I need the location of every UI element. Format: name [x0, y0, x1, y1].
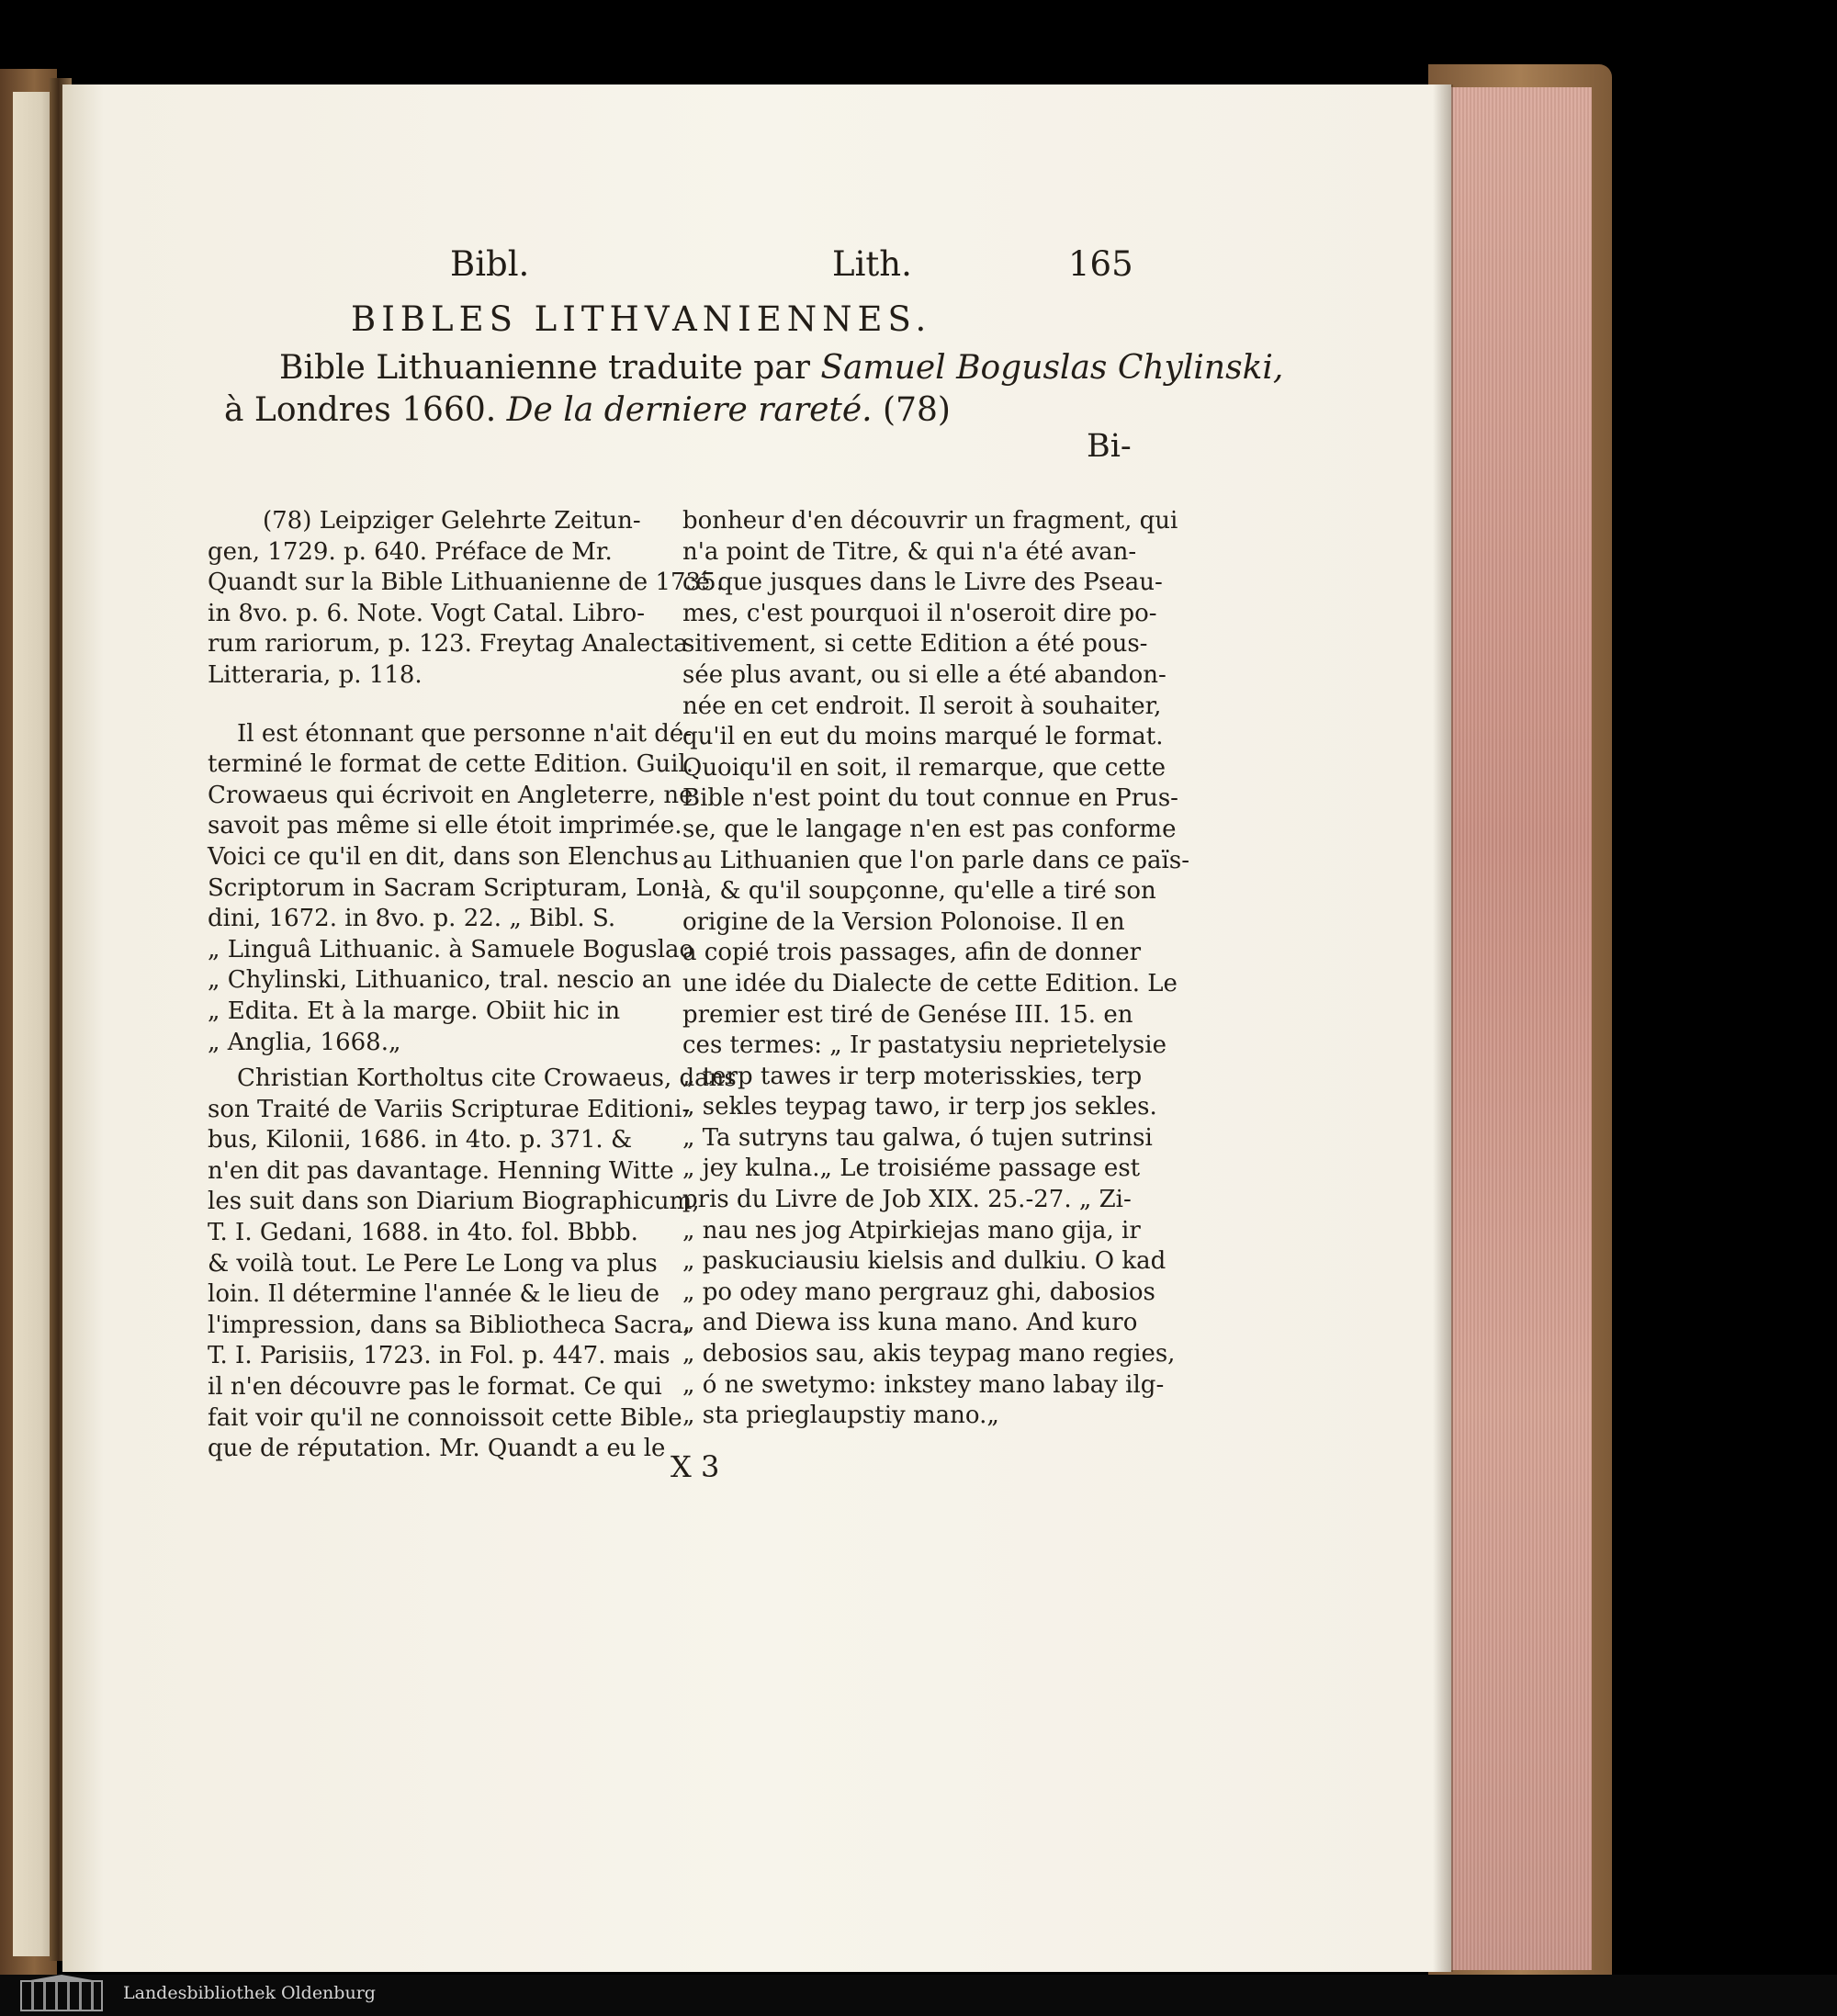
text-line: il n'en découvre pas le format. Ce qui	[208, 1373, 662, 1402]
text-line: „ paskuciausiu kielsis and dulkiu. O kad	[682, 1247, 1166, 1276]
text-line: pris du Livre de Job XIX. 25.-27. „ Zi-	[682, 1186, 1132, 1214]
entry-note-ref: (78)	[872, 391, 951, 429]
text-line: Voici ce qu'il en dit, dans son Elenchus	[208, 842, 679, 871]
entry-line-1-roman: Bible Lithuanienne traduite par	[279, 349, 821, 387]
page-edges	[1449, 87, 1592, 1970]
text-line: rum rariorum, p. 123. Freytag Analecta	[208, 630, 688, 659]
text-line: Quoiqu'il en soit, il remarque, que cette	[682, 753, 1166, 782]
text-line: „ Linguâ Lithuanic. à Samuele Boguslao	[208, 935, 694, 963]
text-line: bonheur d'en découvrir un fragment, qui	[682, 507, 1178, 535]
running-head-center: Lith.	[832, 244, 912, 284]
text-line: in 8vo. p. 6. Note. Vogt Catal. Libro-	[208, 599, 645, 627]
text-line: les suit dans son Diarium Biographicum,	[208, 1188, 700, 1216]
text-line: qu'il en eut du moins marqué le format.	[682, 723, 1164, 751]
text-line: T. I. Gedani, 1688. in 4to. fol. Bbbb.	[208, 1219, 638, 1247]
text-line: „ sekles teypag tawo, ir terp jos sekles.	[682, 1093, 1157, 1121]
text-line: T. I. Parisiis, 1723. in Fol. p. 447. mais	[208, 1342, 671, 1370]
text-line: gen, 1729. p. 640. Préface de Mr.	[208, 537, 613, 566]
page-shadow	[1433, 84, 1453, 1972]
text-line: cé que jusques dans le Livre des Pseau-	[682, 569, 1163, 597]
catchword-top: Bi-	[1087, 428, 1132, 465]
text-line: se, que le langage n'en est pas conforme	[682, 815, 1177, 843]
text-line: ces termes: „ Ir pastatysiu neprietelysie	[682, 1031, 1166, 1060]
text-line: Quandt sur la Bible Lithuanienne de 1735.	[208, 569, 724, 597]
entry-line-1	[279, 347, 1283, 389]
footnote-78	[208, 506, 737, 692]
text-line: „ Ta sutryns tau galwa, ó tujen sutrinsi	[682, 1123, 1153, 1152]
right-column	[682, 506, 1189, 1432]
text-line: sée plus avant, ou si elle a été abandon-	[682, 660, 1166, 689]
library-building-icon	[20, 1980, 103, 2011]
entry-line-2	[224, 389, 951, 432]
text-line: au Lithuanien que l'on parle dans ce païs-	[682, 846, 1189, 874]
text-line: l'impression, dans sa Bibliotheca Sacra,	[208, 1311, 691, 1339]
paragraph-1	[208, 719, 737, 1059]
text-line: „ Anglia, 1668.„	[208, 1028, 401, 1056]
text-line: mes, c'est pourquoi il n'oseroit dire po-	[682, 599, 1157, 627]
text-line: „ ó ne swetymo: inkstey mano labay ilg-	[682, 1370, 1165, 1399]
text-line: là, & qu'il soupçonne, qu'elle a tiré son	[682, 877, 1156, 906]
text-line: premier est tiré de Genése III. 15. en	[682, 1000, 1133, 1029]
text-line: „ terp tawes ir terp moterisskies, terp	[682, 1062, 1143, 1090]
entry-rarity: De la derniere rareté.	[506, 391, 873, 429]
text-line: „ jey kulna.„ Le troisiéme passage est	[682, 1154, 1141, 1183]
left-page-edge	[13, 92, 53, 1956]
left-column	[208, 506, 737, 1465]
text-line: une idée du Dialecte de cette Edition. Le	[682, 969, 1178, 997]
text-line: Crowaeus qui écrivoit en Angleterre, ne	[208, 781, 693, 809]
text-line: terminé le format de cette Edition. Guil.	[208, 750, 694, 779]
text-line: Il est étonnant que personne n'ait dé-	[237, 719, 693, 748]
entry-line-2-roman: à Londres 1660.	[224, 391, 507, 429]
library-name: Landesbibliothek Oldenburg	[123, 1983, 376, 2003]
text-line: sitivement, si cette Edition a été pous-	[682, 630, 1148, 659]
text-line: que de réputation. Mr. Quandt a eu le	[208, 1435, 666, 1463]
text-line: loin. Il détermine l'année & le lieu de	[208, 1280, 659, 1309]
text-line: „ Edita. Et à la marge. Obiit hic in	[208, 997, 621, 1025]
text-line: savoit pas même si elle étoit imprimée.	[208, 812, 682, 840]
paragraph-2	[208, 1064, 737, 1465]
text-line: Scriptorum in Sacram Scripturam, Lon-	[208, 873, 690, 902]
text-line: origine de la Version Polonoise. Il en	[682, 907, 1125, 936]
text-line: dini, 1672. in 8vo. p. 22. „ Bibl. S.	[208, 905, 616, 933]
section-title: BIBLES LITHVANIENNES.	[351, 299, 932, 339]
text-line: Christian Kortholtus cite Crowaeus, dans	[237, 1064, 737, 1093]
text-line: née en cet endroit. Il seroit à souhaiter,	[682, 692, 1162, 720]
text-line: & voilà tout. Le Pere Le Long va plus	[208, 1249, 658, 1278]
entry-author: Samuel Boguslas Chylinski,	[820, 349, 1284, 387]
text-line: n'a point de Titre, & qui n'a été avan-	[682, 537, 1137, 566]
text-line: Bible n'est point du tout connue en Prus-	[682, 784, 1178, 813]
text-line: „ po odey mano pergrauz ghi, dabosios	[682, 1278, 1155, 1306]
text-line: „ and Diewa iss kuna mano. And kuro	[682, 1309, 1138, 1337]
text-line: „ debosios sau, akis teypag mano regies,	[682, 1340, 1176, 1368]
text-line: fait voir qu'il ne connoissoit cette Bible	[208, 1403, 682, 1432]
page-number: 165	[1068, 244, 1133, 284]
text-line: Litteraria, p. 118.	[208, 660, 423, 689]
signature-mark: X 3	[671, 1449, 720, 1484]
text-line: a copié trois passages, afin de donner	[682, 939, 1142, 967]
text-line: bus, Kilonii, 1686. in 4to. p. 371. &	[208, 1126, 633, 1154]
text-line: son Traité de Variis Scripturae Editioni-	[208, 1095, 691, 1123]
text-line: (78) Leipziger Gelehrte Zeitun-	[263, 507, 641, 535]
text-line: n'en dit pas davantage. Henning Witte	[208, 1156, 674, 1185]
text-line: „ sta prieglaupstiy mano.„	[682, 1402, 999, 1430]
running-head-left: Bibl.	[450, 244, 530, 284]
text-line: „ nau nes jog Atpirkiejas mano gija, ir	[682, 1216, 1141, 1245]
text-line: „ Chylinski, Lithuanico, tral. nescio an	[208, 966, 671, 995]
